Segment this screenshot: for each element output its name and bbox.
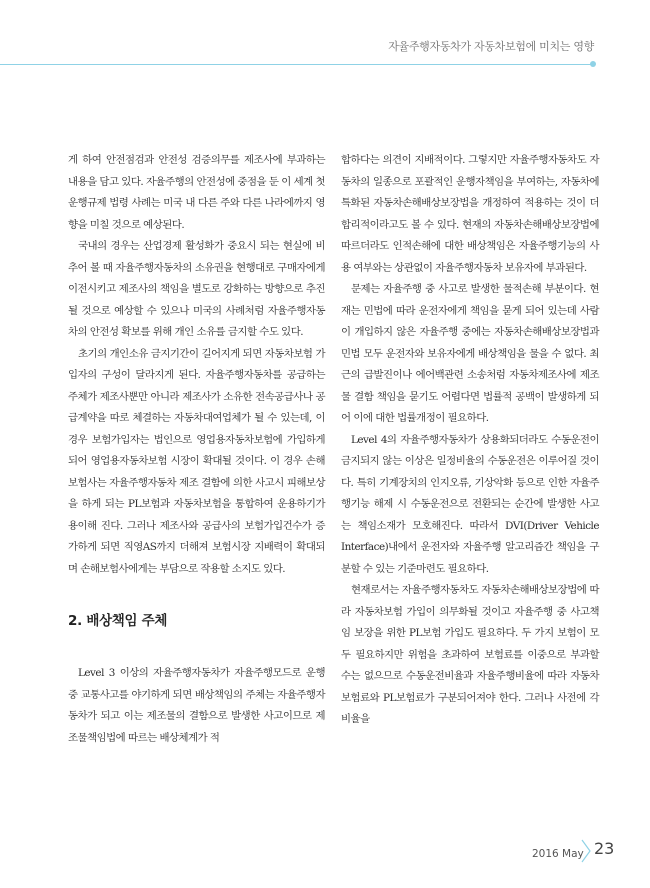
- header-rule: [0, 64, 592, 65]
- running-header-title: 자율주행자동차가 자동차보험에 미치는 영향: [388, 40, 594, 53]
- body-paragraph: 문제는 자율주행 중 사고로 발생한 물적손해 부분이다. 현재는 민법에 따라 운전자에게 책임을 묻게 되어 있는데 사람이 개입하지 않은 자율주행 중에는 자동차손해배상보장법과 민법 모두 운전자와 보유자에게 배상책임을 물을 수 없다. 최근의 급발진이나 에어백관련 소송처럼 자동차제조사에 제조물 결함 책임을 묻기도 어렵다면 법률적 공백이 발생하게 되어 이에 대한 법률개정이 필요하다.: [341, 283, 599, 424]
- left-column: [68, 150, 325, 749]
- body-paragraph: 초기의 개인소유 금지기간이 길어지게 되면 자동차보험 가입자의 구성이 달라지게 된다. 자율주행자동차를 공급하는 주체가 제조사뿐만 아니라 제조사가 소유한 전속공급사나 공급계약을 따로 체결하는 자동차대여업체가 될 수 있는데, 이 경우 보험가입자는 법인으로 영업용자동차보험에 가입하게 되어 영업용자동차보험 시장이 확대될 것이다. 이 경우 손해보험사는 자율주행자동차 제조 결함에 의한 사고시 피해보상을 하게 되는 PL보험과 자동차보험을 통합하여 운용하기가 용이해 진다. 그러나 제조사와 공급사의 보험가입건수가 증가하게 되면 직영AS까지 더해져 보험시장 지배력이 확대되며 손해보험사에게는 부담으로 작용할 소지도 있다.: [68, 347, 325, 575]
- body-paragraph: 국내의 경우는 산업경제 활성화가 중요시 되는 현실에 비추어 볼 때 자율주행자동차의 소유권을 현행대로 구매자에게 이전시키고 제조사의 책임을 별도로 강화하는 방향으로 추진될 것으로 예상할 수 있으나 미국의 사례처럼 자율주행자동차의 안전성 확보를 위해 개인 소유를 금지할 수도 있다.: [68, 240, 325, 338]
- section-heading: 2. 배상책임 주체: [68, 613, 168, 629]
- header-rule-dot: [590, 61, 596, 67]
- page-number: 23: [594, 839, 615, 858]
- page-chevron-icon: [580, 838, 592, 864]
- body-paragraph: Level 3 이상의 자율주행자동차가 자율주행모드로 운행 중 교통사고를 야기하게 되면 배상책임의 주체는 자율주행자동차가 되고 이는 제조물의 결함으로 발생한 사고이므로 제조물책임법에 따르는 배상체계가 적: [68, 667, 325, 744]
- body-paragraph: 합하다는 의견이 지배적이다. 그렇지만 자율주행자동차도 자동차의 일종으로 포괄적인 운행자책임을 부여하는, 자동차에 특화된 자동차손해배상보장법을 개정하여 적용하는 것이 더 합리적이라고도 볼 수 있다. 현재의 자동차손해배상보장법에 따르더라도 인적손해에 대한 배상책임은 자율주행기능의 사용 여부와는 상관없이 자율주행자동차 보유자에 부과된다.: [341, 154, 599, 274]
- body-paragraph: 게 하여 안전점검과 안전성 검증의무를 제조사에 부과하는 내용을 담고 있다. 자율주행의 안전성에 중점을 둔 이 세계 첫 운행규제 법령 사례는 미국 내 다른 주와 다른 나라에까지 영향을 미칠 것으로 예상된다.: [68, 154, 325, 231]
- body-paragraph: Level 4의 자율주행자동차가 상용화되더라도 수동운전이 금지되지 않는 이상은 일정비율의 수동운전은 이루어질 것이다. 특히 기계장치의 인지오류, 기상악화 등으로 인한 자율주행기능 해제 시 수동운전으로 전환되는 순간에 발생한 사고는 책임소재가 모호해진다. 따라서 DVI(Driver Vehicle Interface)내에서 운전자와 자율주행 알고리즘간 책임을 구분할 수 있는 기준마련도 필요하다.: [341, 433, 599, 575]
- issue-date: 2016 May: [532, 848, 584, 860]
- right-column: [341, 150, 599, 731]
- body-paragraph: 현재로서는 자율주행자동차도 자동차손해배상보장법에 따라 자동차보험 가입이 의무화될 것이고 자율주행 중 사고책임 보장을 위한 PL보험 가입도 필요하다. 두 가지 보험이 모두 필요하지만 위험을 초과하여 보험료를 이중으로 부과할 수는 없으므로 수동운전비율과 자율주행비율에 따라 자동차보험료와 PL보험료가 구분되어져야 한다. 그러나 사전에 각 비율을: [341, 584, 599, 725]
